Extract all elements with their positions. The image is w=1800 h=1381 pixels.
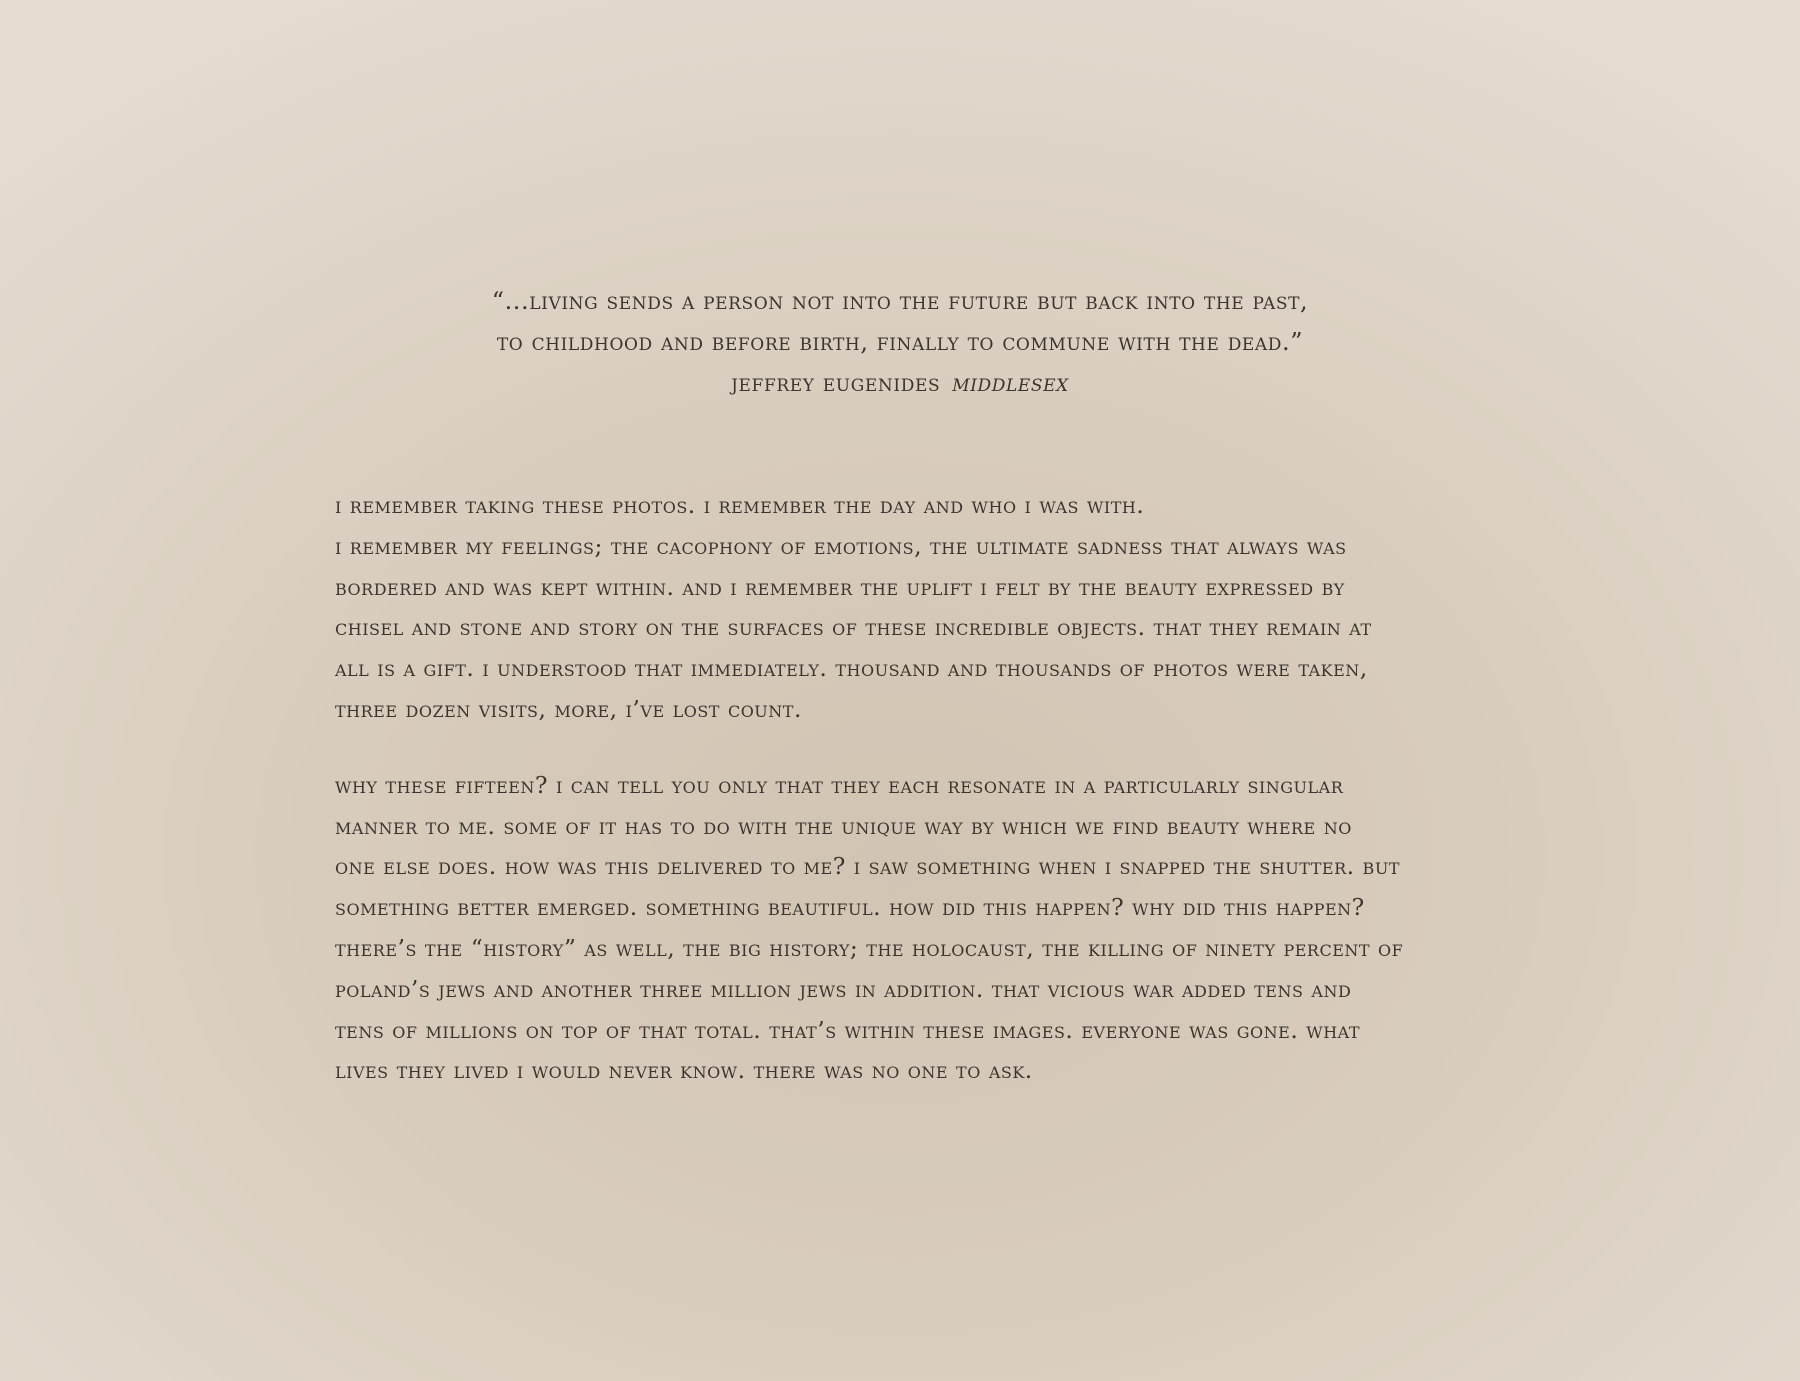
body-line: all is a gift. i understood that immediately. thousand and thousands of photos were taken, bbox=[335, 654, 1368, 683]
body-line: one else does. how was this delivered to me? i saw something when i snapped the shutter. but bbox=[335, 852, 1400, 881]
body-line: i remember my feelings; the cacophony of emotions, the ultimate sadness that always was bbox=[335, 531, 1347, 560]
epigraph-attribution bbox=[0, 363, 1800, 404]
body-line: bordered and was kept within. and i remember the uplift i felt by the beauty expressed by bbox=[335, 572, 1345, 601]
epigraph-author: jeffrey eugenides bbox=[731, 369, 941, 397]
body-line: i remember taking these photos. i remember the day and who i was with. bbox=[335, 491, 1145, 519]
paragraph-2 bbox=[335, 765, 1475, 1091]
body-line: there’s the “history” as well, the big history; the holocaust, the killing of ninety percent of bbox=[335, 933, 1404, 962]
body-line: three dozen visits, more, i’ve lost count. bbox=[335, 694, 802, 723]
body-line: lives they lived i would never know. there was no one to ask. bbox=[335, 1056, 1033, 1085]
body-text bbox=[335, 485, 1475, 1126]
epigraph-line: “...living sends a person not into the future but back into the past, bbox=[491, 287, 1309, 315]
paragraph-1 bbox=[335, 485, 1475, 730]
body-line: manner to me. some of it has to do with the unique way by which we find beauty where no bbox=[335, 811, 1352, 840]
epigraph bbox=[0, 281, 1800, 404]
epigraph-line: to childhood and before birth, finally to commune with the dead.” bbox=[496, 328, 1304, 356]
epigraph-book-title: middlesex bbox=[952, 369, 1069, 397]
body-line: why these fifteen? i can tell you only that they each resonate in a particularly singular bbox=[335, 770, 1344, 799]
body-line: poland’s jews and another three million jews in addition. that vicious war added tens and bbox=[335, 974, 1352, 1003]
body-line: something better emerged. something beautiful. how did this happen? why did this happen? bbox=[335, 893, 1365, 922]
body-line: chisel and stone and story on the surfaces of these incredible objects. that they remain at bbox=[335, 613, 1372, 642]
body-line: tens of millions on top of that total. that’s within these images. everyone was gone. what bbox=[335, 1015, 1361, 1044]
